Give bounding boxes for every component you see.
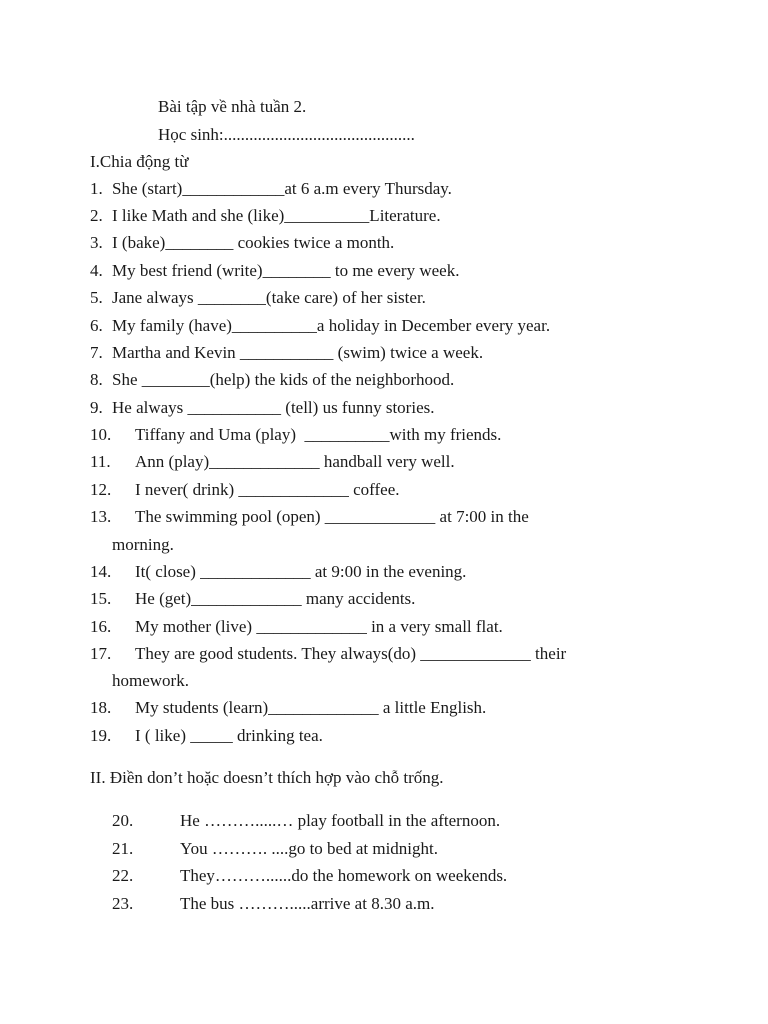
item-text: They are good students. They always(do) _____________ their [135, 644, 567, 663]
item-number: 5. [90, 288, 103, 307]
worksheet-title: Bài tập về nhà tuần 2. [158, 97, 307, 116]
item-text: My family (have)__________a holiday in December every year. [112, 316, 551, 335]
item-number: 13. [90, 507, 112, 526]
section2-heading: II. Điền don’t hoặc doesn’t thích hợp vào chỗ trống. [90, 768, 444, 787]
item-text: I ( like) _____ drinking tea. [135, 726, 323, 745]
item-number: 6. [90, 316, 103, 335]
item-number: 10. [90, 425, 112, 444]
item-text: She ________(help) the kids of the neighborhood. [112, 370, 455, 389]
item-text: My students (learn)_____________ a little English. [135, 698, 487, 717]
item-number: 22. [112, 866, 134, 885]
item-text: I like Math and she (like)__________Literature. [112, 206, 441, 225]
item-number: 3. [90, 233, 103, 252]
item-number: 12. [90, 480, 112, 499]
item-text: The swimming pool (open) _____________ at 7:00 in the [135, 507, 529, 526]
item-text: I never( drink) _____________ coffee. [135, 480, 400, 499]
item-number: 19. [90, 726, 112, 745]
item-number: 16. [90, 617, 112, 636]
item-number: 4. [90, 261, 103, 280]
item-text: The bus ……….....arrive at 8.30 a.m. [180, 894, 435, 913]
item-number: 18. [90, 698, 112, 717]
item-number: 7. [90, 343, 103, 362]
item-text: He (get)_____________ many accidents. [135, 589, 416, 608]
item-text: My mother (live) _____________ in a very small flat. [135, 617, 503, 636]
item-continuation: homework. [112, 671, 189, 690]
item-text: Martha and Kevin ___________ (swim) twice a week. [112, 343, 484, 362]
item-number: 23. [112, 894, 134, 913]
section1-heading: I.Chia động từ [90, 152, 189, 171]
item-text: My best friend (write)________ to me every week. [112, 261, 460, 280]
item-number: 14. [90, 562, 112, 581]
item-number: 20. [112, 811, 134, 830]
item-number: 11. [90, 452, 111, 471]
item-text: You ………. ....go to bed at midnight. [180, 839, 439, 858]
item-text: He always ___________ (tell) us funny stories. [112, 398, 435, 417]
item-text: They………......do the homework on weekends. [180, 866, 508, 885]
item-text: I (bake)________ cookies twice a month. [112, 233, 395, 252]
item-text: Ann (play)_____________ handball very well. [135, 452, 455, 471]
item-text: Jane always ________(take care) of her sister. [112, 288, 426, 307]
item-continuation: morning. [112, 535, 174, 554]
item-number: 17. [90, 644, 112, 663]
item-number: 8. [90, 370, 103, 389]
item-number: 2. [90, 206, 103, 225]
item-text: She (start)____________at 6 a.m every Thursday. [112, 179, 452, 198]
item-number: 21. [112, 839, 134, 858]
student-name-line: Học sinh:............................................. [158, 125, 415, 144]
item-text: He ……….....… play football in the afternoon. [180, 811, 501, 830]
item-text: Tiffany and Uma (play) __________with my friends. [135, 425, 502, 444]
item-number: 9. [90, 398, 103, 417]
item-text: It( close) _____________ at 9:00 in the evening. [135, 562, 467, 581]
item-number: 15. [90, 589, 112, 608]
item-number: 1. [90, 179, 103, 198]
